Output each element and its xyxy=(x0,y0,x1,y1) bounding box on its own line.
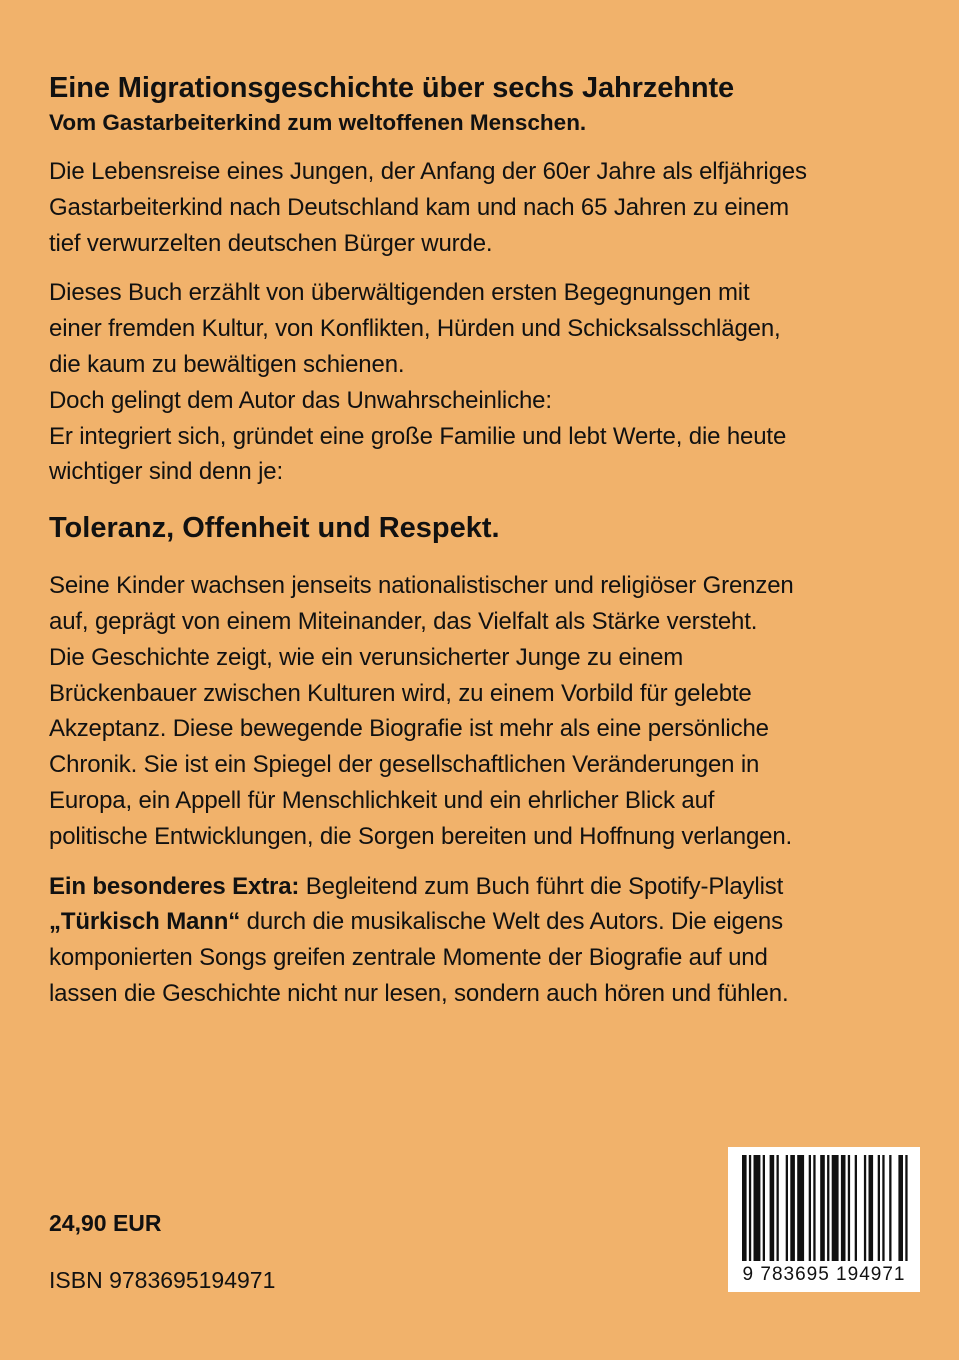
barcode-bar xyxy=(770,1155,775,1261)
values-heading: Toleranz, Offenheit und Respekt. xyxy=(49,512,500,545)
subtitle: Vom Gastarbeiterkind zum weltoffenen Menschen. xyxy=(49,110,587,135)
barcode-bar xyxy=(777,1155,779,1261)
barcode-bar xyxy=(749,1155,751,1261)
barcode-bar xyxy=(820,1155,825,1261)
text-line: Akzeptanz. Diese bewegende Biografie ist mehr als eine persönliche xyxy=(49,715,769,743)
barcode-bar xyxy=(878,1155,880,1261)
extra-label: Ein besonderes Extra: xyxy=(49,872,300,900)
text-line: wichtiger sind denn je: xyxy=(49,458,284,486)
barcode-bar xyxy=(742,1155,747,1261)
text-line: die kaum zu bewältigen schienen. xyxy=(49,350,405,378)
barcode-bar xyxy=(809,1155,811,1261)
barcode-bar xyxy=(882,1155,884,1261)
text-line: auf, geprägt von einem Miteinander, das Vielfalt als Stärke versteht. xyxy=(49,607,758,635)
price: 24,90 EUR xyxy=(49,1210,162,1236)
barcode-bar xyxy=(813,1155,815,1261)
extra-text: Begleitend zum Buch führt die Spotify-Playlist xyxy=(299,872,784,900)
barcode-number: 9 783695 194971 xyxy=(742,1264,906,1285)
barcode-bar xyxy=(790,1155,795,1261)
text-line: Chronik. Sie ist ein Spiegel der gesellschaftlichen Veränderungen in xyxy=(49,751,760,779)
text-line: Die Lebensreise eines Jungen, der Anfang der 60er Jahre als elfjähriges xyxy=(49,158,807,185)
text-line: lassen die Geschichte nicht nur lesen, sondern auch hören und fühlen. xyxy=(49,979,789,1007)
barcode-bar xyxy=(905,1155,907,1261)
intro-paragraph xyxy=(49,154,911,261)
barcode-bar xyxy=(797,1155,804,1261)
text-line: Er integriert sich, gründet eine große Familie und lebt Werte, die heute xyxy=(49,422,787,450)
barcode-bar xyxy=(855,1155,857,1261)
text-line: Gastarbeiterkind nach Deutschland kam und nach 65 Jahren zu einem xyxy=(49,193,790,221)
extra-paragraph xyxy=(49,869,911,1012)
text-line: komponierten Songs greifen zentrale Momente der Biografie auf und xyxy=(49,944,768,972)
children-paragraph xyxy=(49,568,911,854)
barcode-bar xyxy=(898,1155,903,1261)
extra-text: durch die musikalische Welt des Autors. Die eigens xyxy=(240,908,783,936)
barcode-bar xyxy=(763,1155,765,1261)
story-paragraph xyxy=(49,275,911,490)
barcode-bar xyxy=(869,1155,874,1261)
playlist-name: „Türkisch Mann“ xyxy=(49,908,241,936)
text-line: Seine Kinder wachsen jenseits nationalistischer und religiöser Grenzen xyxy=(49,572,794,600)
page-title: Eine Migrationsgeschichte über sechs Jahrzehnte xyxy=(49,72,735,104)
barcode-bar xyxy=(754,1155,761,1261)
text-line: einer fremden Kultur, von Konflikten, Hürden und Schicksalsschlägen, xyxy=(49,315,781,343)
barcode-bar xyxy=(848,1155,850,1261)
barcode-bar xyxy=(827,1155,829,1261)
text-line: politische Entwicklungen, die Sorgen bereiten und Hoffnung verlangen. xyxy=(49,822,793,850)
text-line: Die Geschichte zeigt, wie ein verunsicherter Junge zu einem xyxy=(49,643,684,671)
barcode-bar xyxy=(786,1155,788,1261)
text-line xyxy=(49,869,911,905)
barcode-bar xyxy=(841,1155,846,1261)
blurb xyxy=(49,68,911,1026)
text-line: Doch gelingt dem Autor das Unwahrscheinliche: xyxy=(49,386,552,414)
isbn: ISBN 9783695194971 xyxy=(49,1267,276,1293)
text-line: tief verwurzelten deutschen Bürger wurde. xyxy=(49,229,493,257)
text-line: Europa, ein Appell für Menschlichkeit und ein ehrlicher Blick auf xyxy=(49,786,715,814)
barcode xyxy=(728,1147,920,1292)
text-line xyxy=(49,904,911,940)
barcode-bar xyxy=(832,1155,839,1261)
barcode-bar xyxy=(864,1155,866,1261)
barcode-bar xyxy=(889,1155,891,1261)
text-line: Dieses Buch erzählt von überwältigenden ersten Begegnungen mit xyxy=(49,279,750,307)
text-line: Brückenbauer zwischen Kulturen wird, zu einem Vorbild für gelebte xyxy=(49,679,752,707)
